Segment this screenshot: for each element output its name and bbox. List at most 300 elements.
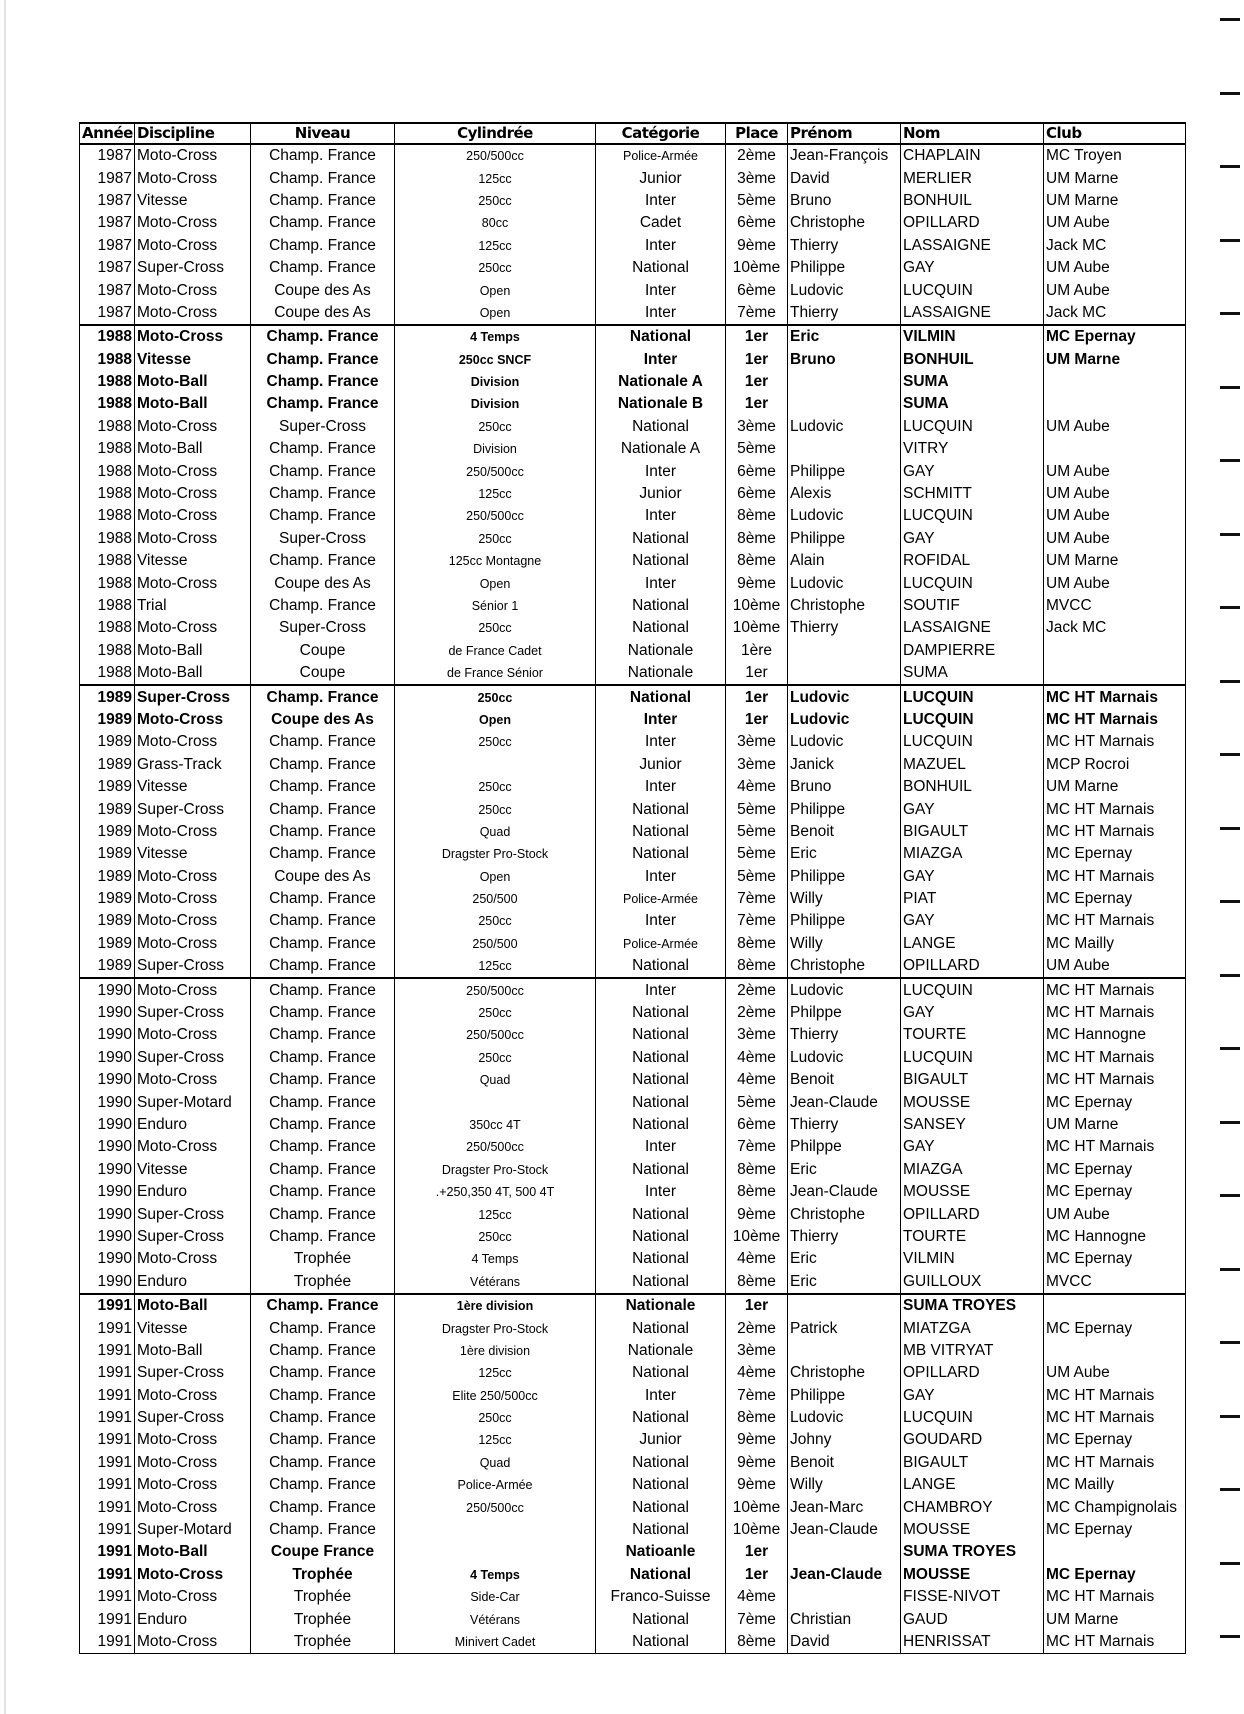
cell-cylindree: 125cc: [395, 1362, 596, 1384]
cell-cylindree: 250cc: [395, 798, 596, 820]
table-row: [80, 144, 1186, 167]
table-row: [80, 1114, 1186, 1136]
cell-discipline: Moto-Cross: [135, 1586, 251, 1608]
cell-prenom: Philppe: [788, 1136, 901, 1158]
cell-place: 5ème: [726, 866, 788, 888]
cell-nom: MERLIER: [901, 167, 1044, 189]
cell-club: UM Aube: [1044, 212, 1186, 234]
cell-club: [1044, 393, 1186, 415]
cell-nom: LUCQUIN: [901, 572, 1044, 594]
cell-discipline: Moto-Cross: [135, 1136, 251, 1158]
cell-cylindree: [395, 1541, 596, 1563]
cell-discipline: Moto-Ball: [135, 1340, 251, 1362]
cell-categorie: National: [596, 821, 726, 843]
header-row: [80, 123, 1186, 144]
cell-annee: 1991: [80, 1384, 135, 1406]
cell-nom: BONHUIL: [901, 776, 1044, 798]
cell-place: 7ème: [726, 1608, 788, 1630]
cell-categorie: National: [596, 595, 726, 617]
cell-niveau: Champ. France: [251, 1203, 395, 1225]
header-nom: Nom: [901, 123, 1044, 144]
binding-mark: [1220, 386, 1240, 389]
cell-niveau: Trophée: [251, 1631, 395, 1654]
table-row: [80, 933, 1186, 955]
cell-club: [1044, 1294, 1186, 1317]
cell-discipline: Moto-Cross: [135, 235, 251, 257]
binding-mark: [1220, 1194, 1240, 1197]
cell-club: [1044, 1340, 1186, 1362]
cell-prenom: Jean-Claude: [788, 1564, 901, 1586]
cell-annee: 1988: [80, 572, 135, 594]
cell-annee: 1987: [80, 257, 135, 279]
cell-discipline: Moto-Cross: [135, 416, 251, 438]
cell-cylindree: Vétérans: [395, 1608, 596, 1630]
binding-mark: [1220, 1047, 1240, 1050]
cell-annee: 1987: [80, 144, 135, 167]
cell-nom: PIAT: [901, 888, 1044, 910]
cell-niveau: Champ. France: [251, 1024, 395, 1046]
table-row: [80, 1024, 1186, 1046]
table-row: [80, 1203, 1186, 1225]
cell-niveau: Champ. France: [251, 325, 395, 348]
cell-place: 2ème: [726, 1317, 788, 1339]
cell-nom: GAY: [901, 1136, 1044, 1158]
cell-nom: GAY: [901, 910, 1044, 932]
cell-discipline: Moto-Cross: [135, 866, 251, 888]
cell-annee: 1987: [80, 167, 135, 189]
cell-nom: DAMPIERRE: [901, 640, 1044, 662]
table-row: [80, 662, 1186, 685]
table-row: [80, 640, 1186, 662]
cell-place: 2ème: [726, 144, 788, 167]
binding-mark: [1220, 680, 1240, 683]
cell-niveau: Champ. France: [251, 685, 395, 708]
cell-club: UM Aube: [1044, 279, 1186, 301]
cell-annee: 1990: [80, 1203, 135, 1225]
cell-annee: 1991: [80, 1452, 135, 1474]
cell-prenom: [788, 438, 901, 460]
table-row: [80, 1384, 1186, 1406]
cell-categorie: National: [596, 1024, 726, 1046]
cell-cylindree: [395, 754, 596, 776]
cell-discipline: Moto-Cross: [135, 709, 251, 731]
cell-categorie: Junior: [596, 483, 726, 505]
cell-prenom: Alain: [788, 550, 901, 572]
cell-club: MC Epernay: [1044, 888, 1186, 910]
cell-place: 6ème: [726, 1114, 788, 1136]
cell-club: MC Epernay: [1044, 1429, 1186, 1451]
cell-nom: CHAMBROY: [901, 1496, 1044, 1518]
cell-categorie: Nationale: [596, 1340, 726, 1362]
cell-cylindree: [395, 1091, 596, 1113]
cell-place: 8ème: [726, 1271, 788, 1294]
cell-place: 1er: [726, 709, 788, 731]
cell-categorie: Junior: [596, 167, 726, 189]
cell-discipline: Moto-Cross: [135, 821, 251, 843]
cell-cylindree: 125cc: [395, 483, 596, 505]
cell-club: UM Marne: [1044, 167, 1186, 189]
cell-discipline: Super-Motard: [135, 1091, 251, 1113]
cell-annee: 1988: [80, 460, 135, 482]
cell-cylindree: 250cc: [395, 1407, 596, 1429]
cell-nom: GAY: [901, 460, 1044, 482]
cell-nom: LUCQUIN: [901, 685, 1044, 708]
cell-cylindree: Vétérans: [395, 1271, 596, 1294]
cell-prenom: Ludovic: [788, 685, 901, 708]
cell-categorie: National: [596, 1159, 726, 1181]
cell-prenom: Alexis: [788, 483, 901, 505]
cell-prenom: Ludovic: [788, 1407, 901, 1429]
cell-place: 1er: [726, 371, 788, 393]
cell-nom: OPILLARD: [901, 212, 1044, 234]
cell-categorie: National: [596, 1047, 726, 1069]
cell-cylindree: 250cc: [395, 1226, 596, 1248]
cell-prenom: Benoit: [788, 821, 901, 843]
cell-categorie: Inter: [596, 1136, 726, 1158]
cell-annee: 1988: [80, 393, 135, 415]
cell-club: MC Epernay: [1044, 1564, 1186, 1586]
cell-annee: 1991: [80, 1429, 135, 1451]
cell-prenom: David: [788, 167, 901, 189]
cell-nom: GOUDARD: [901, 1429, 1044, 1451]
cell-nom: LUCQUIN: [901, 279, 1044, 301]
cell-place: 10ème: [726, 1226, 788, 1248]
table-row: [80, 302, 1186, 325]
cell-club: MC HT Marnais: [1044, 1136, 1186, 1158]
cell-annee: 1990: [80, 1159, 135, 1181]
cell-niveau: Coupe France: [251, 1541, 395, 1563]
cell-prenom: Thierry: [788, 1114, 901, 1136]
cell-categorie: Inter: [596, 460, 726, 482]
cell-prenom: [788, 1340, 901, 1362]
cell-niveau: Champ. France: [251, 483, 395, 505]
cell-nom: GAY: [901, 528, 1044, 550]
cell-niveau: Champ. France: [251, 1136, 395, 1158]
cell-nom: SCHMITT: [901, 483, 1044, 505]
binding-mark: [1220, 900, 1240, 903]
cell-cylindree: 250/500cc: [395, 505, 596, 527]
cell-niveau: Champ. France: [251, 438, 395, 460]
cell-place: 5ème: [726, 843, 788, 865]
cell-nom: VILMIN: [901, 1248, 1044, 1270]
cell-annee: 1991: [80, 1294, 135, 1317]
table-row: [80, 821, 1186, 843]
cell-place: 4ème: [726, 1248, 788, 1270]
cell-nom: LUCQUIN: [901, 709, 1044, 731]
cell-place: 1er: [726, 1564, 788, 1586]
cell-club: UM Aube: [1044, 955, 1186, 978]
cell-niveau: Champ. France: [251, 888, 395, 910]
cell-place: 7ème: [726, 302, 788, 325]
cell-niveau: Trophée: [251, 1271, 395, 1294]
cell-cylindree: 250/500: [395, 888, 596, 910]
table-row: [80, 190, 1186, 212]
cell-cylindree: Quad: [395, 1452, 596, 1474]
cell-annee: 1988: [80, 595, 135, 617]
cell-cylindree: Division: [395, 438, 596, 460]
cell-cylindree: 350cc 4T: [395, 1114, 596, 1136]
cell-prenom: Philippe: [788, 528, 901, 550]
cell-prenom: [788, 393, 901, 415]
cell-discipline: Moto-Cross: [135, 1474, 251, 1496]
cell-annee: 1988: [80, 662, 135, 685]
cell-annee: 1989: [80, 910, 135, 932]
cell-club: MC HT Marnais: [1044, 866, 1186, 888]
cell-categorie: National: [596, 1519, 726, 1541]
cell-categorie: National: [596, 1496, 726, 1518]
cell-categorie: Inter: [596, 572, 726, 594]
cell-annee: 1988: [80, 550, 135, 572]
cell-nom: LUCQUIN: [901, 505, 1044, 527]
cell-prenom: Ludovic: [788, 572, 901, 594]
cell-cylindree: Open: [395, 709, 596, 731]
cell-discipline: Moto-Cross: [135, 279, 251, 301]
table-row: [80, 910, 1186, 932]
binding-mark: [1220, 239, 1240, 242]
cell-annee: 1991: [80, 1474, 135, 1496]
cell-club: UM Marne: [1044, 190, 1186, 212]
cell-club: MC Troyen: [1044, 144, 1186, 167]
cell-niveau: Super-Cross: [251, 528, 395, 550]
cell-annee: 1991: [80, 1519, 135, 1541]
cell-discipline: Moto-Cross: [135, 302, 251, 325]
cell-niveau: Champ. France: [251, 978, 395, 1001]
cell-place: 1er: [726, 662, 788, 685]
cell-niveau: Champ. France: [251, 933, 395, 955]
cell-prenom: Christian: [788, 1608, 901, 1630]
cell-cylindree: 1ère division: [395, 1340, 596, 1362]
cell-categorie: Inter: [596, 776, 726, 798]
cell-annee: 1991: [80, 1362, 135, 1384]
cell-categorie: Inter: [596, 709, 726, 731]
table-row: [80, 1136, 1186, 1158]
cell-place: 9ème: [726, 1203, 788, 1225]
table-row: [80, 1340, 1186, 1362]
cell-place: 1er: [726, 393, 788, 415]
cell-niveau: Champ. France: [251, 1452, 395, 1474]
cell-nom: FISSE-NIVOT: [901, 1586, 1044, 1608]
table-row: [80, 1362, 1186, 1384]
table-row: [80, 1159, 1186, 1181]
cell-nom: MB VITRYAT: [901, 1340, 1044, 1362]
cell-niveau: Champ. France: [251, 1407, 395, 1429]
cell-nom: ROFIDAL: [901, 550, 1044, 572]
cell-annee: 1990: [80, 1226, 135, 1248]
table-row: [80, 438, 1186, 460]
cell-cylindree: 250/500cc: [395, 1024, 596, 1046]
cell-categorie: National: [596, 1407, 726, 1429]
cell-annee: 1990: [80, 1136, 135, 1158]
cell-cylindree: 125cc: [395, 235, 596, 257]
cell-club: MC Epernay: [1044, 1091, 1186, 1113]
cell-discipline: Super-Cross: [135, 1226, 251, 1248]
cell-cylindree: 250/500cc: [395, 460, 596, 482]
binding-mark: [1220, 1268, 1240, 1271]
cell-nom: OPILLARD: [901, 1362, 1044, 1384]
cell-club: [1044, 371, 1186, 393]
cell-niveau: Champ. France: [251, 1340, 395, 1362]
cell-prenom: Christophe: [788, 1362, 901, 1384]
table-row: [80, 349, 1186, 371]
table-row: [80, 1519, 1186, 1541]
table-row: [80, 1586, 1186, 1608]
cell-club: UM Marne: [1044, 1114, 1186, 1136]
cell-club: MC Mailly: [1044, 933, 1186, 955]
cell-cylindree: 250cc: [395, 731, 596, 753]
cell-place: 9ème: [726, 1474, 788, 1496]
cell-categorie: National: [596, 1631, 726, 1654]
table-row: [80, 888, 1186, 910]
table-row: [80, 483, 1186, 505]
cell-place: 4ème: [726, 1586, 788, 1608]
cell-prenom: Christophe: [788, 1203, 901, 1225]
cell-discipline: Moto-Cross: [135, 888, 251, 910]
cell-discipline: Moto-Cross: [135, 1429, 251, 1451]
binding-mark: [1220, 606, 1240, 609]
cell-categorie: Nationale A: [596, 371, 726, 393]
cell-prenom: Ludovic: [788, 1047, 901, 1069]
cell-cylindree: 125cc: [395, 167, 596, 189]
binding-mark: [1220, 312, 1240, 315]
cell-niveau: Coupe des As: [251, 279, 395, 301]
cell-nom: LUCQUIN: [901, 1047, 1044, 1069]
cell-cylindree: 250cc: [395, 257, 596, 279]
cell-discipline: Moto-Ball: [135, 438, 251, 460]
header-place: Place: [726, 123, 788, 144]
cell-niveau: Champ. France: [251, 595, 395, 617]
cell-categorie: Inter: [596, 302, 726, 325]
binding-mark: [1220, 1488, 1240, 1491]
table-row: [80, 1452, 1186, 1474]
cell-club: MC HT Marnais: [1044, 978, 1186, 1001]
cell-nom: SOUTIF: [901, 595, 1044, 617]
cell-place: 10ème: [726, 257, 788, 279]
cell-niveau: Champ. France: [251, 1384, 395, 1406]
binding-mark: [1220, 974, 1240, 977]
cell-nom: MAZUEL: [901, 754, 1044, 776]
cell-nom: OPILLARD: [901, 955, 1044, 978]
cell-niveau: Champ. France: [251, 371, 395, 393]
cell-annee: 1987: [80, 212, 135, 234]
cell-categorie: National: [596, 550, 726, 572]
cell-cylindree: 250cc: [395, 776, 596, 798]
cell-club: MC HT Marnais: [1044, 709, 1186, 731]
cell-categorie: National: [596, 1248, 726, 1270]
cell-nom: TOURTE: [901, 1226, 1044, 1248]
cell-annee: 1988: [80, 505, 135, 527]
cell-nom: CHAPLAIN: [901, 144, 1044, 167]
cell-club: UM Aube: [1044, 1203, 1186, 1225]
table-row: [80, 1248, 1186, 1270]
results-body: [80, 144, 1186, 1654]
cell-club: MC HT Marnais: [1044, 910, 1186, 932]
table-row: [80, 528, 1186, 550]
cell-prenom: David: [788, 1631, 901, 1654]
cell-categorie: Inter: [596, 235, 726, 257]
table-row: [80, 550, 1186, 572]
cell-club: UM Aube: [1044, 460, 1186, 482]
binding-mark: [1220, 827, 1240, 830]
cell-cylindree: Side-Car: [395, 1586, 596, 1608]
cell-place: 7ème: [726, 910, 788, 932]
cell-annee: 1991: [80, 1541, 135, 1563]
cell-discipline: Moto-Cross: [135, 483, 251, 505]
cell-annee: 1987: [80, 279, 135, 301]
cell-place: 8ème: [726, 528, 788, 550]
cell-prenom: Eric: [788, 1248, 901, 1270]
cell-club: [1044, 640, 1186, 662]
cell-annee: 1990: [80, 1091, 135, 1113]
cell-place: 3ème: [726, 416, 788, 438]
cell-prenom: Bruno: [788, 349, 901, 371]
table-row: [80, 1069, 1186, 1091]
cell-place: 2ème: [726, 1002, 788, 1024]
table-row: [80, 1564, 1186, 1586]
cell-club: MC HT Marnais: [1044, 1631, 1186, 1654]
cell-categorie: Nationale: [596, 662, 726, 685]
cell-prenom: Philppe: [788, 1002, 901, 1024]
binding-mark: [1220, 1635, 1240, 1638]
table-row: [80, 257, 1186, 279]
cell-categorie: National: [596, 257, 726, 279]
cell-nom: BIGAULT: [901, 821, 1044, 843]
table-row: [80, 279, 1186, 301]
header-niveau: Niveau: [251, 123, 395, 144]
cell-niveau: Champ. France: [251, 1519, 395, 1541]
cell-discipline: Moto-Cross: [135, 167, 251, 189]
cell-discipline: Moto-Cross: [135, 978, 251, 1001]
cell-nom: GAUD: [901, 1608, 1044, 1630]
cell-cylindree: 250/500cc: [395, 144, 596, 167]
cell-nom: GUILLOUX: [901, 1271, 1044, 1294]
cell-annee: 1991: [80, 1631, 135, 1654]
cell-club: MC Hannogne: [1044, 1226, 1186, 1248]
cell-categorie: National: [596, 1226, 726, 1248]
cell-discipline: Vitesse: [135, 349, 251, 371]
cell-discipline: Enduro: [135, 1271, 251, 1294]
cell-categorie: National: [596, 1474, 726, 1496]
cell-niveau: Champ. France: [251, 1496, 395, 1518]
cell-annee: 1990: [80, 1248, 135, 1270]
cell-place: 3ème: [726, 1024, 788, 1046]
cell-categorie: National: [596, 1564, 726, 1586]
table-row: [80, 371, 1186, 393]
cell-discipline: Moto-Cross: [135, 617, 251, 639]
cell-categorie: National: [596, 1317, 726, 1339]
cell-prenom: Willy: [788, 1474, 901, 1496]
cell-club: MVCC: [1044, 1271, 1186, 1294]
cell-prenom: Christophe: [788, 955, 901, 978]
cell-place: 7ème: [726, 1136, 788, 1158]
cell-cylindree: 250/500cc: [395, 978, 596, 1001]
cell-categorie: Police-Armée: [596, 144, 726, 167]
table-row: [80, 955, 1186, 978]
cell-place: 9ème: [726, 1452, 788, 1474]
cell-place: 1er: [726, 349, 788, 371]
cell-categorie: National: [596, 1002, 726, 1024]
cell-categorie: Police-Armée: [596, 888, 726, 910]
table-row: [80, 798, 1186, 820]
cell-place: 5ème: [726, 798, 788, 820]
cell-discipline: Moto-Cross: [135, 528, 251, 550]
cell-discipline: Super-Cross: [135, 1047, 251, 1069]
cell-cylindree: Elite 250/500cc: [395, 1384, 596, 1406]
cell-discipline: Moto-Cross: [135, 572, 251, 594]
cell-place: 3ème: [726, 731, 788, 753]
cell-discipline: Moto-Cross: [135, 1631, 251, 1654]
cell-categorie: National: [596, 1452, 726, 1474]
cell-place: 1er: [726, 1294, 788, 1317]
